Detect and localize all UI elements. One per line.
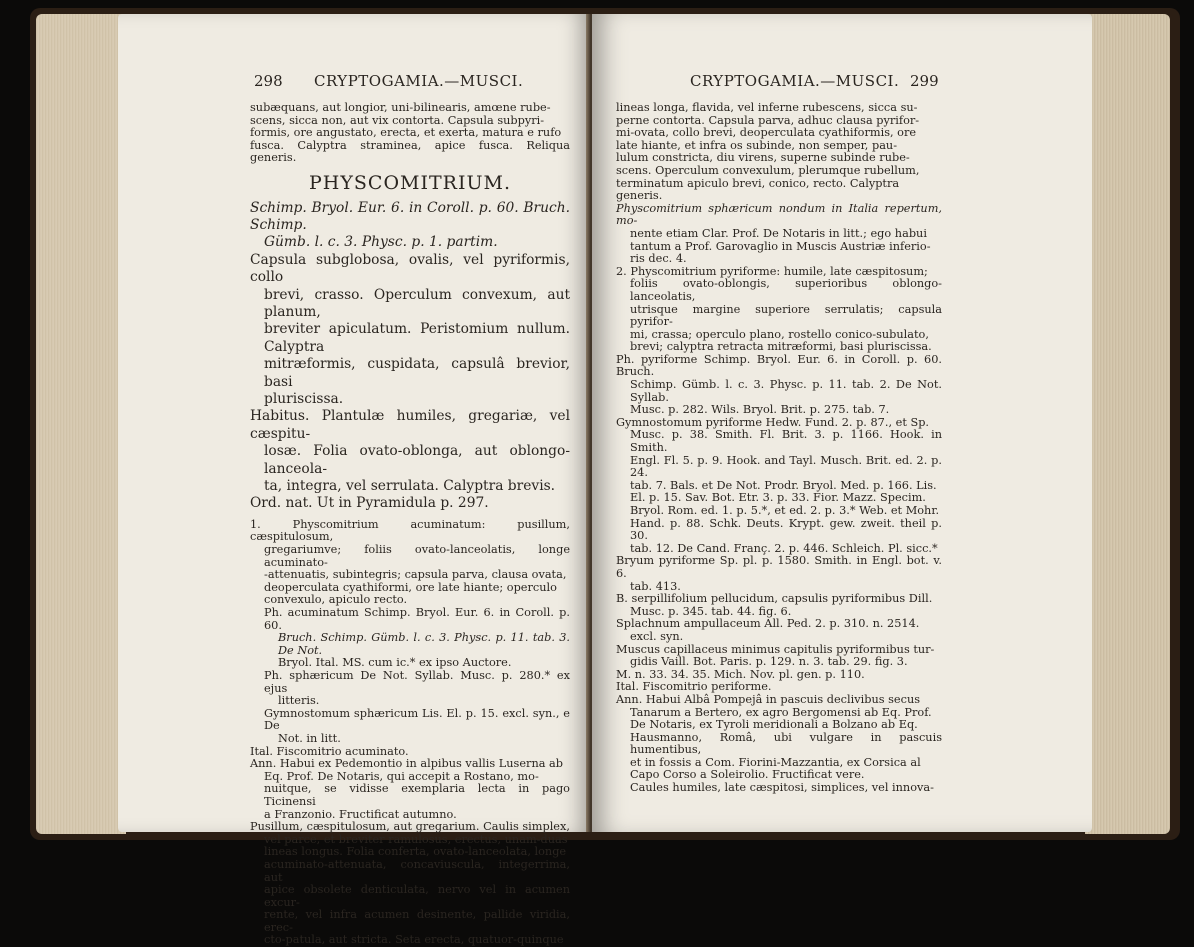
text-line: Ph. sphæricum De Not. Syllab. Musc. p. 280.* ex ejus [264,669,570,695]
left-running-head: CRYPTOGAMIA.—MUSCI. [314,72,524,90]
text-line: foliis ovato-oblongis, superioribus oblongo-lanceolatis, [630,277,942,303]
text-line: rente, vel infra acumen desinente, pallide viridia, erec- [264,908,570,934]
text-line: tantum a Prof. Garovaglio in Muscis Austriæ inferio- [630,239,931,253]
right-text-column [616,102,942,795]
text-line: breviter apiculatum. Peristomium nullum. Calyptra [264,321,570,355]
text-line: mitræformis, cuspidata, capsulâ brevior, basi [264,356,570,390]
text-line: Bryum pyriforme Sp. pl. p. 1580. Smith. in Engl. bot. v. 6. [616,554,942,580]
left-text-column [250,102,570,947]
text-line: De Notaris, ex Tyroli meridionali a Bolzano ab Eq. [630,718,918,732]
page-edges-right [1085,14,1170,834]
text-line: generis. [616,189,663,203]
text-line: et in fossis a Com. Fiorini-Mazzantia, ex Corsica al [630,755,921,769]
right-page [592,14,1092,832]
text-line: deoperculata cyathiformi, ore late hiante; operculo [264,580,557,594]
text-line: Ord. nat. Ut in Pyramidula p. 297. [250,495,489,512]
text-line: B. serpillifolium pellucidum, capsulis pyriformibus Dill. [616,592,933,606]
text-line: Not. in litt. [278,731,341,745]
text-line: Hand. p. 88. Schk. Deuts. Krypt. gew. zweit. theil p. 30. [630,516,942,543]
text-line: cto-patula, aut stricta. Seta erecta, quatuor-quinque [264,933,564,947]
left-page [118,14,590,947]
left-page-number: 298 [254,72,283,90]
text-line: litteris. [278,694,320,708]
text-line: subæquans, aut longior, uni-bilinearis, amœne rube- [250,101,551,114]
text-line: Musc. p. 345. tab. 44. fig. 6. [630,604,792,618]
text-line: apice obsolete denticulata, nervo vel in acumen excur- [264,883,570,909]
text-line: gidis Vaill. Bot. Paris. p. 129. n. 3. tab. 29. fig. 3. [630,655,908,669]
text-line: Bryol. Ital. MS. cum ic.* ex ipso Auctore. [278,656,512,670]
text-line: brevi, crasso. Operculum convexum, aut planum, [264,286,570,320]
text-line: Ital. Fiscomitrio acuminato. [250,744,409,758]
text-line: Engl. Fl. 5. p. 9. Hook. and Tayl. Musch. Brit. ed. 2. p. 24. [630,453,942,480]
text-line: mi-ovata, collo brevi, deoperculata cyathiformis, ore [616,126,917,140]
text-line: Capo Corso a Soleirolio. Fructificat vere. [630,768,865,782]
text-line: Musc. p. 282. Wils. Bryol. Brit. p. 275. tab. 7. [630,403,890,417]
text-line: Capsula subglobosa, ovalis, vel pyriformis, collo [250,251,570,286]
text-line: Schimp. Bryol. Eur. 6. in Coroll. p. 60. Bruch. Schimp. [250,199,570,233]
text-line: ris dec. 4. [630,252,687,266]
text-line: Hausmanno, Româ, ubi vulgare in pascuis humentibus, [630,730,942,757]
text-line: lineas longa, flavida, vel inferne rubescens, sicca su- [616,101,918,114]
text-line: lulum constricta, diu virens, superne subinde rube- [616,151,910,165]
text-line: formis, ore angustato, erecta, et exerta, matura e rufo [250,126,562,140]
text-line: Eq. Prof. De Notaris, qui accepit a Rostano, mo- [264,769,539,783]
text-line: excl. syn. [630,629,684,643]
text-line: Muscus capillaceus minimus capitulis pyriformibus tur- [616,642,935,656]
text-line: Physcomitrium sphæricum nondum in Italia repertum, mo- [616,201,942,228]
text-line: nuitque, se vidisse exemplaria lecta in pago Ticinensi [264,782,570,808]
text-line: scens. Operculum convexulum, plerumque rubellum, [616,163,920,177]
text-line: Splachnum ampullaceum All. Ped. 2. p. 310. n. 2514. [616,617,920,631]
text-line: Bryol. Rom. ed. 1. p. 5.*, et ed. 2. p. 3.* Web. et Mohr. [630,504,940,517]
text-line: a Franzonio. Fructificat autumno. [264,807,457,821]
text-line: mi, crassa; operculo plano, rostello conico-subulato, [630,327,929,341]
right-page-number: 299 [910,72,939,90]
text-line: Pusillum, cæspitulosum, aut gregarium. Caulis simplex, [250,820,570,834]
text-line: ta, integra, vel serrulata. Calyptra brevis. [264,478,556,495]
text-line: fusca. Calyptra straminea, apice fusca. Reliqua generis. [250,138,570,165]
text-line: Ann. Habui Albâ Pompejâ in pascuis declivibus secus [616,692,921,706]
text-line: tab. 7. Bals. et De Not. Prodr. Bryol. Med. p. 166. Lis. [630,478,937,492]
text-line: utrisque margine superiore serrulatis; capsula pyrifor- [630,302,942,329]
text-line: tab. 12. De Cand. Franç. 2. p. 446. Schleich. Pl. sicc.* [630,541,938,555]
text-line: Ph. acuminatum Schimp. Bryol. Eur. 6. in Coroll. p. 60. [264,606,570,632]
text-line: Habitus. Plantulæ humiles, gregariæ, vel cæspitu- [250,408,570,442]
page-edges-left [36,14,126,834]
text-line: Gymnostomum sphæricum Lis. El. p. 15. excl. syn., e De [264,706,570,733]
text-line: terminatum apiculo brevi, conico, recto. Calyptra [616,176,900,190]
text-line: El. p. 15. Sav. Bot. Etr. 3. p. 33. Fior. Mazz. Specim. [630,491,926,505]
text-line: Tanarum a Bertero, ex agro Bergomensi ab Eq. Prof. [630,705,932,719]
text-line: nente etiam Clar. Prof. De Notaris in litt.; ego habui [630,226,927,240]
text-line: Gymnostomum pyriforme Hedw. Fund. 2. p. 87., et Sp. [616,415,930,429]
text-line: late hiante, et infra os subinde, non semper, pau- [616,138,898,152]
text-line: Musc. p. 38. Smith. Fl. Brit. 3. p. 1166. Hook. in Smith. [630,428,942,455]
genus-description [250,200,570,513]
text-line: Ital. Fiscomitrio periforme. [616,680,772,694]
text-line: perne contorta. Capsula parva, adhuc clausa pyrifor- [616,113,920,127]
text-line: vel parce, et breviter ramulosus, erectus, unam-duas [264,832,568,846]
text-line: Ph. pyriforme Schimp. Bryol. Eur. 6. in Coroll. p. 60. Bruch. [616,352,942,379]
text-line: 1. Physcomitrium acuminatum: pusillum, cæspitulosum, [250,517,570,544]
text-line: -attenuatis, subintegris; capsula parva, clausa ovata, [264,568,567,582]
text-line: Bruch. Schimp. Gümb. l. c. 3. Physc. p. 11. tab. 3. De Not. [278,631,570,657]
text-line: brevi; calyptra retracta mitræformi, basi pluriscissa. [630,340,932,354]
text-line: M. n. 33. 34. 35. Mich. Nov. pl. gen. p. 110. [616,667,865,681]
text-line: convexulo, apiculo recto. [264,593,408,607]
text-line: losæ. Folia ovato-oblonga, aut oblongo-lanceola- [264,443,570,477]
text-line: lineas longus. Folia conferta, ovato-lanceolata, longe [264,845,567,859]
text-line: 2. Physcomitrium pyriforme: humile, late cæspitosum; [616,264,928,278]
genus-title: PHYSCOMITRIUM. [309,171,511,194]
right-running-head: CRYPTOGAMIA.—MUSCI. [690,72,900,90]
text-line: Schimp. Gümb. l. c. 3. Physc. p. 11. tab. 2. De Not. Syllab. [630,378,942,404]
text-line: Ann. Habui ex Pedemontio in alpibus vallis Luserna ab [250,757,564,771]
text-line: Gümb. l. c. 3. Physc. p. 1. partim. [264,234,498,251]
text-line: acuminato-attenuata, concaviuscula, integerrima, aut [264,857,570,884]
text-line: Caules humiles, late cæspitosi, simplices, vel innova- [630,781,934,795]
text-line: pluriscissa. [264,391,344,408]
text-line: tab. 413. [630,579,681,593]
text-line: gregariumve; foliis ovato-lanceolatis, longe acuminato- [264,543,570,569]
text-line: scens, sicca non, aut vix contorta. Capsula subpyri- [250,113,545,127]
